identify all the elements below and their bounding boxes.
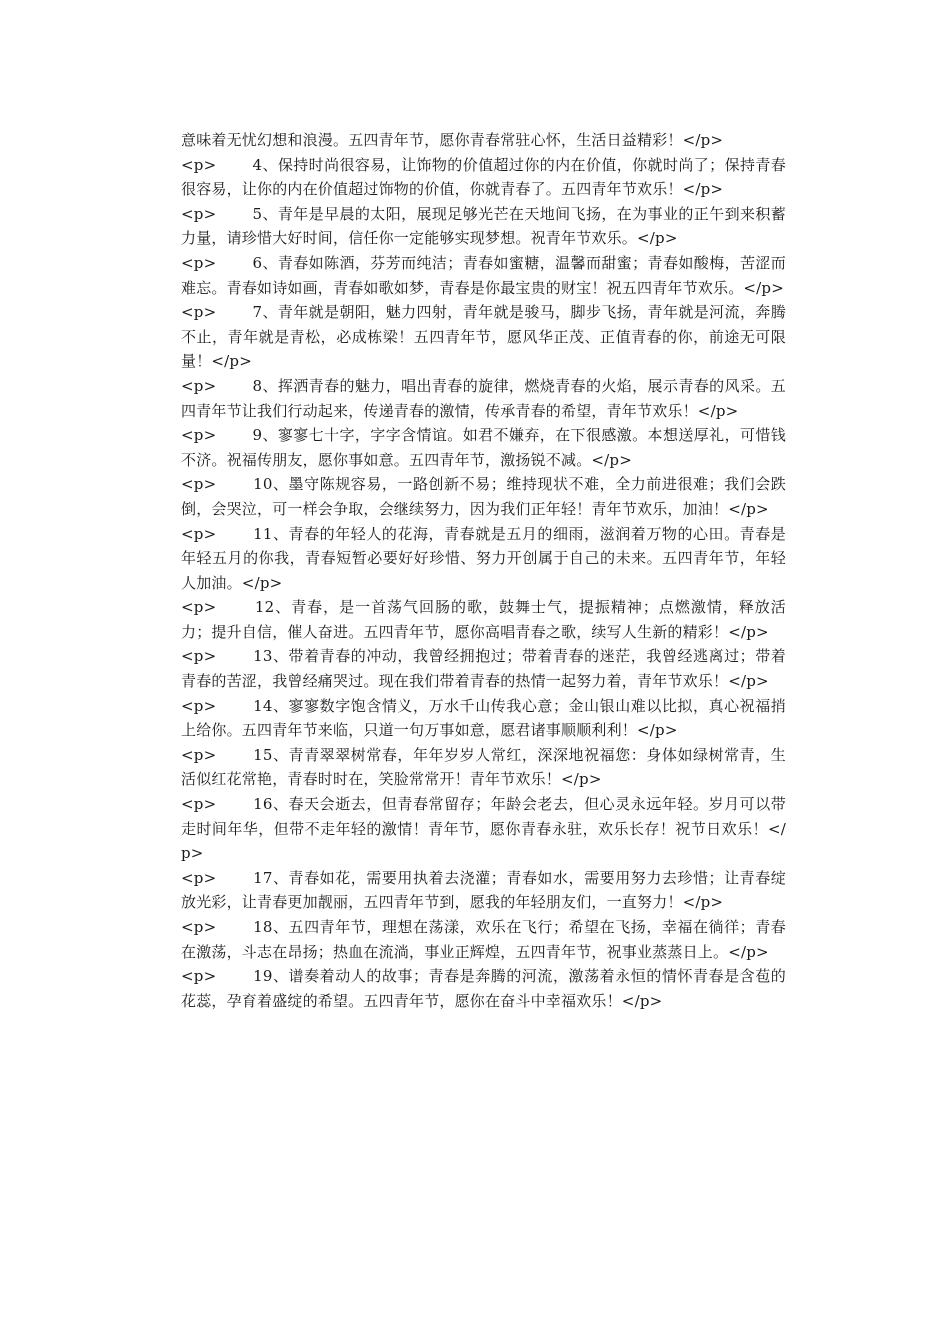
paragraph-16: <p> 16、春天会逝去，但青春常留存；年龄会老去，但心灵永远年轻。岁月可以带走时间年华，但带不走年轻的激情！青年节，愿你青春永驻，欢乐长存！祝节日欢乐！</p> bbox=[181, 795, 786, 863]
paragraph-13: <p> 13、带着青春的冲动，我曾经拥抱过；带着青春的迷茫，我曾经逃离过；带着青春的苦涩，我曾经痛哭过。现在我们带着青春的热情一起努力着，青年节欢乐！</p> bbox=[181, 647, 786, 691]
paragraph-7: <p> 7、青年就是朝阳，魅力四射，青年就是骏马，脚步飞扬，青年就是河流，奔腾不止，青年就是青松，必成栋梁！五四青年节，愿风华正茂、正值青春的你，前途无可限量！</p> bbox=[181, 303, 786, 371]
paragraph-14: <p> 14、寥寥数字饱含情义，万水千山传我心意；金山银山难以比拟，真心祝福捎上给你。五四青年节来临，只道一句万事如意，愿君诸事顺顺利利！</p> bbox=[181, 696, 786, 740]
paragraph-18: <p> 18、五四青年节，理想在荡漾，欢乐在飞行；希望在飞扬，幸福在徜徉；青春在激荡，斗志在昂扬；热血在流淌，事业正辉煌，五四青年节，祝事业蒸蒸日上。</p> bbox=[181, 918, 786, 961]
paragraph-10: <p> 10、墨守陈规容易，一路创新不易；维持现状不难，全力前进很难；我们会跌倒，会哭泣，可一样会争取，会继续努力，因为我们正年轻！青年节欢乐，加油！</p> bbox=[181, 475, 786, 518]
paragraph-12: <p> 12、青春，是一首荡气回肠的歌，鼓舞士气，提振精神；点燃激情，释放活力；提升自信，催人奋进。五四青年节，愿你高唱青春之歌，续写人生新的精彩！</p> bbox=[181, 598, 786, 641]
paragraph-19: <p> 19、谱奏着动人的故事；青春是奔腾的河流，激荡着永恒的情怀青春是含苞的花蕊，孕育着盛绽的希望。五四青年节，愿你在奋斗中幸福欢乐！</p> bbox=[181, 967, 786, 1010]
paragraph-11: <p> 11、青春的年轻人的花海，青春就是五月的细雨，滋润着万物的心田。青春是年轻五月的你我，青春短暂必要好好珍惜、努力开创属于自己的未来。五四青年节，年轻人加油。</p> bbox=[181, 524, 786, 592]
document-body bbox=[181, 128, 786, 1013]
paragraph-6: <p> 6、青春如陈酒，芬芳而纯洁；青春如蜜糖，温馨而甜蜜；青春如酸梅，苦涩而难忘。青春如诗如画，青春如歌如梦，青春是你最宝贵的财宝！祝五四青年节欢乐。</p> bbox=[181, 253, 786, 297]
paragraph-8: <p> 8、挥洒青春的魅力，唱出青春的旋律，燃烧青春的火焰，展示青春的风采。五四青年节让我们行动起来，传递青春的激情，传承青春的希望，青年节欢乐！</p> bbox=[181, 376, 786, 420]
paragraph-17: <p> 17、青春如花，需要用执着去浇灌；青春如水，需要用努力去珍惜；让青春绽放光彩，让青春更加靓丽，五四青年节到，愿我的年轻朋友们，一直努力！</p> bbox=[181, 868, 786, 912]
paragraph-15: <p> 15、青青翠翠树常春，年年岁岁人常红，深深地祝福您：身体如绿树常青，生活似红花常艳，青春时时在，笑脸常常开！青年节欢乐！</p> bbox=[181, 745, 786, 789]
paragraph-5: <p> 5、青年是早晨的太阳，展现足够光芒在天地间飞扬，在为事业的正午到来积蓄力量，请珍惜大好时间，信任你一定能够实现梦想。祝青年节欢乐。</p> bbox=[181, 204, 786, 248]
paragraph-9: <p> 9、寥寥七十字，字字含情谊。如君不嫌弃，在下很感激。本想送厚礼，可惜钱不济。祝福传朋友，愿你事如意。五四青年节，激扬锐不减。</p> bbox=[181, 426, 786, 469]
paragraph-4: <p> 4、保持时尚很容易，让饰物的价值超过你的内在价值，你就时尚了；保持青春很容易，让你的内在价值超过饰物的价值，你就青春了。五四青年节欢乐！</p> bbox=[181, 155, 786, 199]
paragraph-intro: 意味着无忧幻想和浪漫。五四青年节，愿你青春常驻心怀，生活日益精彩！</p> bbox=[181, 131, 724, 149]
